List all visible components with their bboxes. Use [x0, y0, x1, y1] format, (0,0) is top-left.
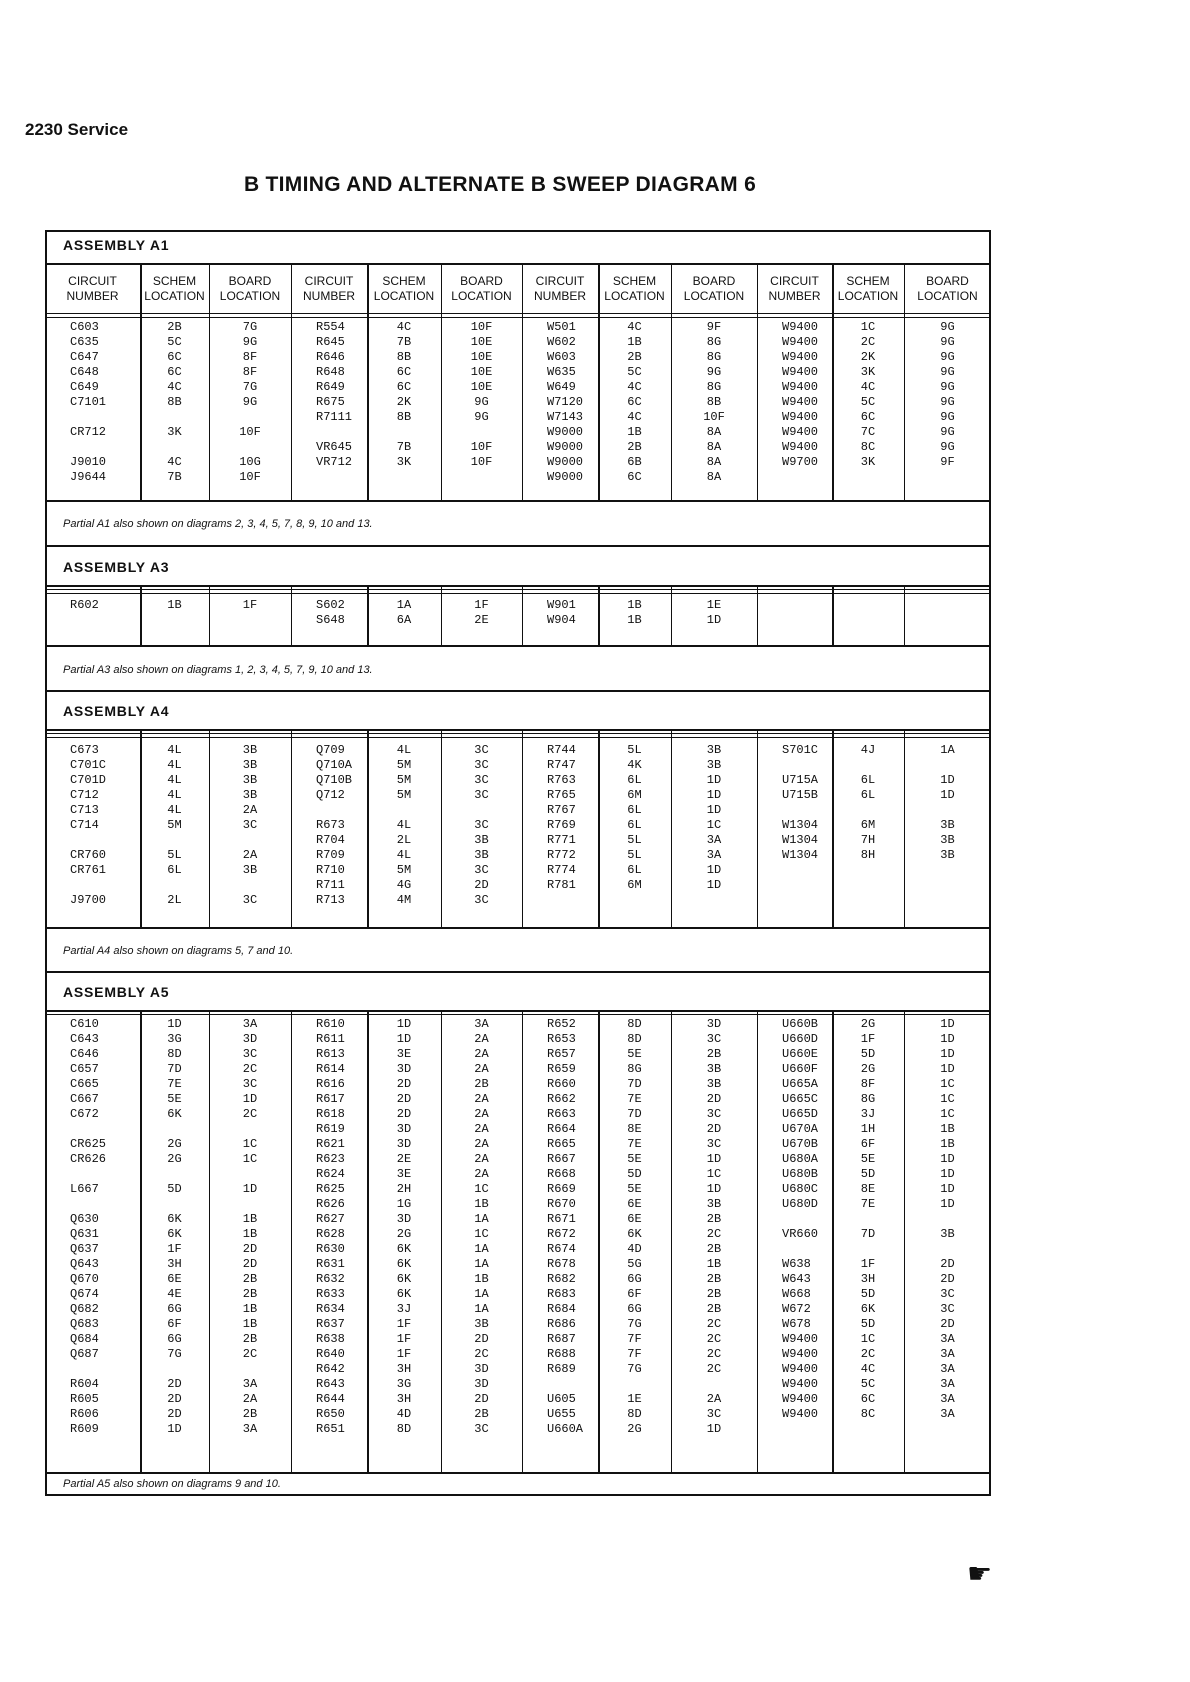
column-divider [291, 585, 292, 645]
column-circuit-number: S701C U715A U715B W1304 W1304 W1304 [782, 743, 819, 862]
column-schem-location: 4L 5M 5M 5M 4L 2L 4L 5M 4G 4M [396, 743, 412, 907]
column-circuit-number: Q709 Q710A Q710B Q712 R673 R704 R709 R710 R711 R713 [316, 743, 353, 907]
column-schem-location: 4C 7B 8B 6C 6C 2K 8B 7B 3K [396, 320, 412, 469]
column-header-schem-location: SCHEM LOCATION [144, 274, 205, 303]
section-title-rule [45, 263, 991, 265]
section-title: ASSEMBLY A5 [63, 984, 170, 1000]
column-board-location: 1A 1D 1D 3B 3B 3B [940, 743, 955, 862]
column-schem-location: 1B [167, 598, 182, 612]
column-divider [291, 1010, 292, 1472]
column-divider [757, 1010, 758, 1472]
column-circuit-number: R610 R611 R613 R614 R616 R617 R618 R619 R621 R623 R624 R625 R626 R627 R628 R630 R631 R632 R633 R634 R637 R638 R640 R642 R643 R644 R650 R651 [316, 1017, 345, 1436]
column-board-location: 7G 9G 8F 8F 7G 9G 10F 10G 10F [239, 320, 261, 484]
column-circuit-number: U660B U660D U660E U660F U665A U665C U665D U670A U670B U680A U680B U680C U680D VR660 W638 W643 W668 W672 W678 W9400 W9400 W9400 W9400 W9400 W9400 [782, 1017, 819, 1421]
column-divider [209, 585, 210, 645]
column-schem-location: 5L 4K 6L 6M 6L 6L 5L 5L 6L 6M [627, 743, 642, 892]
column-schem-location: 4C 1B 2B 5C 4C 6C 4C 1B 2B 6B 6C [627, 320, 642, 484]
column-board-location: 9F 8G 8G 9G 8G 8B 10F 8A 8A 8A 8A [703, 320, 725, 484]
column-board-location: 1D 1D 1D 1D 1C 1C 1C 1B 1B 1D 1D 1D 1D 3B 2D 2D 3C 3C 2D 3A 3A 3A 3A 3A 3A [940, 1017, 955, 1421]
column-circuit-number: S602 S648 [316, 598, 345, 627]
column-circuit-number: C610 C643 C646 C657 C665 C667 C672 CR625 CR626 L667 Q630 Q631 Q637 Q643 Q670 Q674 Q682 Q683 Q684 Q687 R604 R605 R606 R609 [70, 1017, 107, 1436]
column-header-circuit-number: CIRCUIT NUMBER [302, 274, 355, 303]
column-header-board-location: BOARD LOCATION [917, 274, 978, 303]
header-double-rule [45, 733, 991, 738]
column-schem-location: 8D 8D 5E 8G 7D 7E 7D 8E 7E 5E 5D 5E 6E 6E 6K 4D 5G 6G 6F 6G 7G 7F 7F 7G 1E 8D 2G [627, 1017, 642, 1436]
section-footnote: Partial A1 also shown on diagrams 2, 3, 4, 5, 7, 8, 9, 10 and 13. [63, 518, 373, 530]
column-schem-location: 2G 1F 5D 2G 8F 8G 3J 1H 6F 5E 5D 8E 7E 7D 1F 3H 5D 6K 5D 1C 2C 4C 5C 6C 8C [860, 1017, 876, 1421]
column-schem-location: 2B 5C 6C 6C 4C 8B 3K 4C 7B [167, 320, 182, 484]
column-circuit-number: R652 R653 R657 R659 R660 R662 R663 R664 R665 R667 R668 R669 R670 R671 R672 R674 R678 R682 R683 R684 R686 R687 R688 R689 U605 U655 U660A [547, 1017, 584, 1436]
page-header: 2230 Service [25, 120, 129, 139]
section-title: ASSEMBLY A3 [63, 559, 170, 575]
column-circuit-number: C673 C701C C701D C712 C713 C714 CR760 CR761 J9700 [70, 743, 107, 907]
column-board-location: 3B 3B 1D 1D 1D 1C 3A 3A 1D 1D [706, 743, 722, 892]
section-title: ASSEMBLY A4 [63, 703, 170, 719]
column-board-location: 3A 2A 2A 2A 2B 2A 2A 2A 2A 2A 2A 1C 1B 1A 1C 1A 1A 1B 1A 1A 3B 2D 2C 3D 3D 2D 2B 3C [474, 1017, 489, 1436]
column-schem-location: 1B 1B [627, 598, 642, 627]
section-footnote: Partial A5 also shown on diagrams 9 and 10. [63, 1478, 281, 1490]
header-double-rule [45, 589, 991, 594]
column-header-board-location: BOARD LOCATION [451, 274, 512, 303]
column-divider [291, 729, 292, 927]
column-board-location: 9G 9G 9G 9G 9G 9G 9G 9G 9G 9F [940, 320, 955, 469]
column-board-location: 1F [242, 598, 258, 612]
column-divider [757, 585, 758, 645]
section-end-rule [45, 545, 991, 547]
section-end-rule [45, 971, 991, 973]
column-board-location: 3A 3D 3C 2C 3C 1D 2C 1C 1C 1D 1B 1B 2D 2D 2B 2B 1B 1B 2B 2C 3A 2A 2B 3A [242, 1017, 258, 1436]
column-divider [291, 263, 292, 500]
column-schem-location: 1C 2C 2K 3K 4C 5C 6C 7C 8C 3K [860, 320, 876, 469]
column-header-schem-location: SCHEM LOCATION [373, 274, 435, 303]
column-circuit-number: R554 R645 R646 R648 R649 R675 R7111 VR645 VR712 [316, 320, 353, 469]
section-title-rule [45, 585, 991, 587]
column-circuit-number: R744 R747 R763 R765 R767 R769 R771 R772 R774 R781 [547, 743, 576, 892]
column-divider [904, 585, 905, 645]
column-schem-location: 1D 1D 3E 3D 2D 2D 2D 3D 3D 2E 3E 2H 1G 3D 2G 6K 6K 6K 6K 3J 1F 1F 1F 3H 3G 3H 4D 8D [396, 1017, 412, 1436]
column-schem-location: 1D 3G 8D 7D 7E 5E 6K 2G 2G 5D 6K 6K 1F 3H 6E 4E 6G 6F 6G 7G 2D 2D 2D 1D [167, 1017, 182, 1436]
column-circuit-number: W9400 W9400 W9400 W9400 W9400 W9400 W9400 W9400 W9400 W9700 [782, 320, 819, 469]
section-title-rule [45, 729, 991, 731]
column-header-board-location: BOARD LOCATION [683, 274, 745, 303]
column-board-location: 1F 2E [474, 598, 489, 627]
column-circuit-number: W501 W602 W603 W635 W649 W7120 W7143 W9000 W9000 W9000 W9000 [547, 320, 584, 484]
column-divider [522, 1010, 523, 1472]
column-circuit-number: W901 W904 [547, 598, 576, 627]
header-double-rule [45, 313, 991, 318]
column-board-location: 1E 1D [706, 598, 722, 627]
column-circuit-number: R602 [70, 598, 99, 612]
data-end-rule [45, 645, 991, 647]
column-header-schem-location: SCHEM LOCATION [604, 274, 665, 303]
column-divider [757, 729, 758, 927]
section-footnote: Partial A4 also shown on diagrams 5, 7 and 10. [63, 945, 294, 957]
column-divider [522, 729, 523, 927]
header-double-rule [45, 1010, 991, 1015]
data-end-rule [45, 1472, 991, 1474]
column-header-circuit-number: CIRCUIT NUMBER [768, 274, 821, 303]
column-board-location: 10F 10E 10E 10E 10E 9G 9G 10F 10F [470, 320, 493, 469]
data-end-rule [45, 927, 991, 929]
section-end-rule [45, 690, 991, 692]
column-divider [522, 263, 523, 500]
column-divider [522, 585, 523, 645]
column-header-schem-location: SCHEM LOCATION [837, 274, 899, 303]
pointing-hand-icon: ☛ [967, 1558, 993, 1589]
column-header-circuit-number: CIRCUIT NUMBER [533, 274, 586, 303]
column-header-circuit-number: CIRCUIT NUMBER [66, 274, 119, 303]
data-end-rule [45, 500, 991, 502]
column-circuit-number: C603 C635 C647 C648 C649 C7101 CR712 J9010 J9644 [70, 320, 107, 484]
column-schem-location: 4L 4L 4L 4L 4L 5M 5L 6L 2L [167, 743, 182, 907]
column-header-board-location: BOARD LOCATION [219, 274, 281, 303]
section-footnote: Partial A3 also shown on diagrams 1, 2, 3, 4, 5, 7, 9, 10 and 13. [63, 664, 373, 676]
section-title: ASSEMBLY A1 [63, 237, 170, 253]
page-title: B TIMING AND ALTERNATE B SWEEP DIAGRAM 6 [243, 173, 757, 196]
column-schem-location: 4J 6L 6L 6M 7H 8H [860, 743, 876, 862]
column-board-location: 3D 3C 2B 3B 3B 2D 3C 2D 3C 1D 1C 1D 3B 2B 2C 2B 1B 2B 2B 2B 2C 2C 2C 2C 2A 3C 1D [706, 1017, 722, 1436]
column-board-location: 3C 3C 3C 3C 3C 3B 3B 3C 2D 3C [474, 743, 489, 907]
column-divider [832, 585, 834, 645]
column-schem-location: 1A 6A [396, 598, 412, 627]
column-divider [140, 585, 142, 645]
column-divider [757, 263, 758, 500]
column-board-location: 3B 3B 3B 3B 2A 3C 2A 3B 3C [242, 743, 258, 907]
